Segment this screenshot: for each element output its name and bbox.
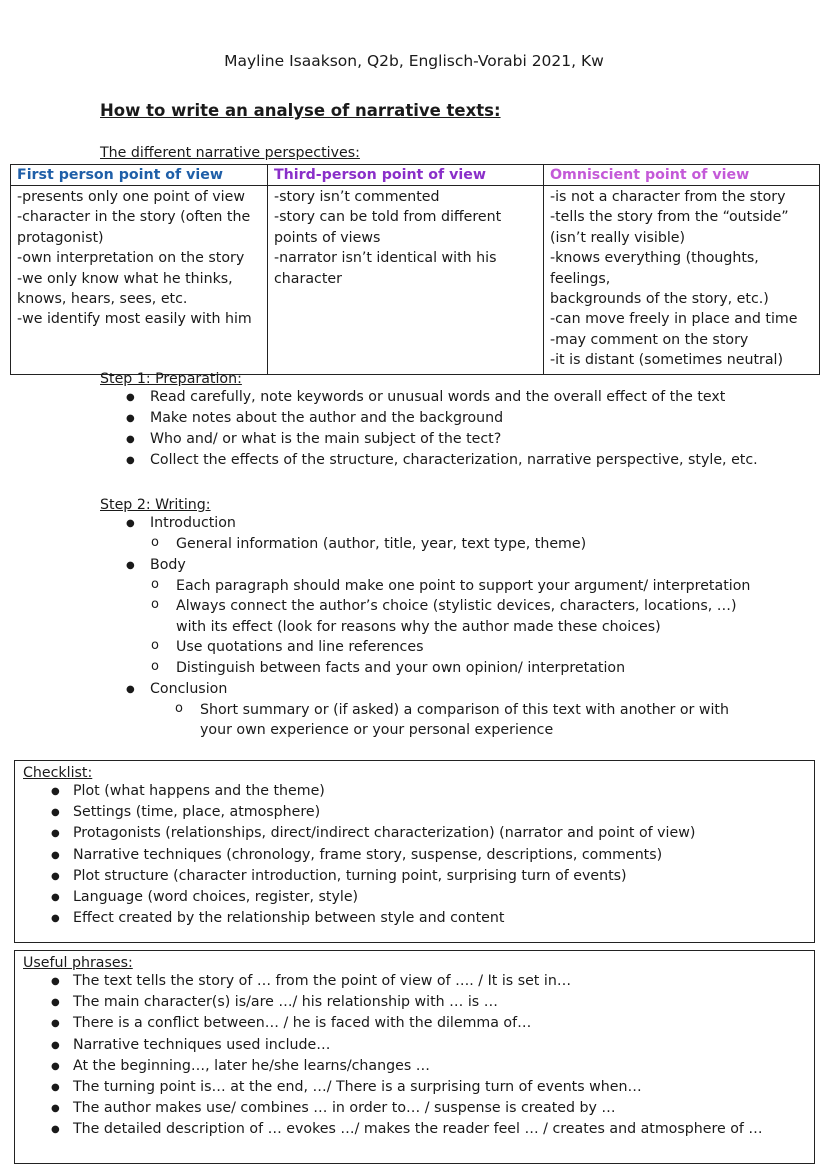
step1-list bbox=[124, 387, 758, 471]
step2-list-conclusion bbox=[124, 679, 750, 700]
list-item: ● The turning point is… at the end, …/ There is a surprising turn of events when… bbox=[23, 1077, 806, 1098]
list-item: o General information (author, title, year, text type, theme) bbox=[150, 534, 750, 555]
cell-line: -we only know what he thinks, bbox=[17, 270, 233, 287]
cell-line: character bbox=[274, 270, 342, 287]
cell-line: -can move freely in place and time bbox=[550, 311, 798, 328]
list-item: o Each paragraph should make one point to support your argument/ interpretation bbox=[150, 576, 750, 597]
first-person-cell bbox=[11, 186, 268, 375]
sublist-line: Short summary or (if asked) a comparison of this text with another or with bbox=[200, 701, 729, 718]
cell-line: -is not a character from the story bbox=[550, 189, 786, 205]
list-item: ● Narrative techniques used include… bbox=[23, 1035, 806, 1056]
list-item: ● Language (word choices, register, style) bbox=[23, 887, 806, 908]
third-person-heading: Third-person point of view bbox=[268, 165, 544, 186]
cell-line: (isn’t really visible) bbox=[550, 229, 686, 246]
checklist-list bbox=[23, 781, 806, 929]
list-item: ● Protagonists (relationships, direct/indirect characterization) (narrator and point of view) bbox=[23, 823, 806, 844]
list-item: ● There is a conflict between… / he is faced with the dilemma of… bbox=[23, 1013, 806, 1034]
perspectives-title: The different narrative perspectives: bbox=[100, 145, 360, 161]
cell-line: -presents only one point of view bbox=[17, 189, 245, 205]
checklist-title: Checklist: bbox=[23, 765, 93, 781]
list-item: ● The text tells the story of … from the point of view of …. / It is set in… bbox=[23, 971, 806, 992]
cell-line: -narrator isn’t identical with his bbox=[274, 250, 497, 267]
list-item: ● Effect created by the relationship between style and content bbox=[23, 908, 806, 929]
sublist-line: Always connect the author’s choice (stylistic devices, characters, locations, …) bbox=[176, 598, 737, 615]
phrases-box bbox=[14, 950, 815, 1164]
list-item bbox=[150, 596, 750, 637]
document-header: Mayline Isaakson, Q2b, Englisch-Vorabi 2021, Kw bbox=[224, 52, 604, 70]
perspectives-table bbox=[10, 164, 820, 375]
third-person-cell bbox=[268, 186, 544, 375]
phrases-list bbox=[23, 971, 806, 1141]
list-item: ● Plot (what happens and the theme) bbox=[23, 781, 806, 802]
checklist-box bbox=[14, 760, 815, 943]
list-item: ● Read carefully, note keywords or unusual words and the overall effect of the text bbox=[124, 387, 758, 408]
cell-line: points of views bbox=[274, 229, 381, 246]
list-item: ● At the beginning…, later he/she learns/changes … bbox=[23, 1056, 806, 1077]
cell-line: -we identify most easily with him bbox=[17, 311, 252, 328]
table-header-row bbox=[11, 165, 820, 186]
intro-sublist bbox=[150, 534, 750, 555]
table-row bbox=[11, 186, 820, 375]
step1-section bbox=[100, 371, 758, 471]
step2-title: Step 2: Writing: bbox=[100, 497, 211, 513]
cell-line: backgrounds of the story, etc.) bbox=[550, 291, 769, 308]
list-item: ● The main character(s) is/are …/ his relationship with … is … bbox=[23, 992, 806, 1013]
cell-line: -story can be told from different bbox=[274, 209, 502, 226]
cell-line: knows, hears, sees, etc. bbox=[17, 291, 188, 308]
body-sublist bbox=[150, 576, 750, 679]
list-item: ● Body bbox=[124, 555, 750, 576]
cell-line: -it is distant (sometimes neutral) bbox=[550, 352, 784, 369]
list-item: ● Plot structure (character introduction, turning point, surprising turn of events) bbox=[23, 866, 806, 887]
cell-line: -tells the story from the “outside” bbox=[550, 209, 789, 226]
list-item: ● Narrative techniques (chronology, frame story, suspense, descriptions, comments) bbox=[23, 845, 806, 866]
cell-line: -may comment on the story bbox=[550, 331, 749, 348]
cell-line: protagonist) bbox=[17, 229, 104, 246]
sublist-line: with its effect (look for reasons why the author made these choices) bbox=[176, 618, 661, 635]
sublist-line: your own experience or your personal experience bbox=[200, 722, 554, 739]
step2-list-body bbox=[124, 555, 750, 576]
cell-line: -character in the story (often the bbox=[17, 209, 251, 226]
cell-line: -story isn’t commented bbox=[274, 189, 440, 205]
omniscient-heading: Omniscient point of view bbox=[544, 165, 820, 186]
list-item: o Distinguish between facts and your own opinion/ interpretation bbox=[150, 658, 750, 679]
list-item bbox=[174, 700, 750, 741]
step2-list bbox=[124, 513, 750, 534]
list-item: ● Make notes about the author and the background bbox=[124, 408, 758, 429]
cell-line: -own interpretation on the story bbox=[17, 250, 245, 267]
list-item: ● Introduction bbox=[124, 513, 750, 534]
step1-title: Step 1: Preparation: bbox=[100, 371, 242, 387]
list-item: ● The detailed description of … evokes …/ makes the reader feel … / creates and atmosphere of … bbox=[23, 1119, 806, 1140]
list-item: ● The author makes use/ combines … in order to… / suspense is created by … bbox=[23, 1098, 806, 1119]
list-item: o Use quotations and line references bbox=[150, 637, 750, 658]
cell-line: -knows everything (thoughts, feelings, bbox=[550, 250, 759, 287]
first-person-heading: First person point of view bbox=[11, 165, 268, 186]
list-item: ● Conclusion bbox=[124, 679, 750, 700]
omniscient-cell bbox=[544, 186, 820, 375]
phrases-title: Useful phrases: bbox=[23, 955, 133, 971]
list-item: ● Settings (time, place, atmosphere) bbox=[23, 802, 806, 823]
list-item: ● Collect the effects of the structure, characterization, narrative perspective, style, etc. bbox=[124, 450, 758, 471]
list-item: ● Who and/ or what is the main subject of the tect? bbox=[124, 429, 758, 450]
step2-section bbox=[100, 497, 750, 741]
conclusion-sublist bbox=[174, 700, 750, 741]
main-title: How to write an analyse of narrative texts: bbox=[100, 101, 501, 120]
